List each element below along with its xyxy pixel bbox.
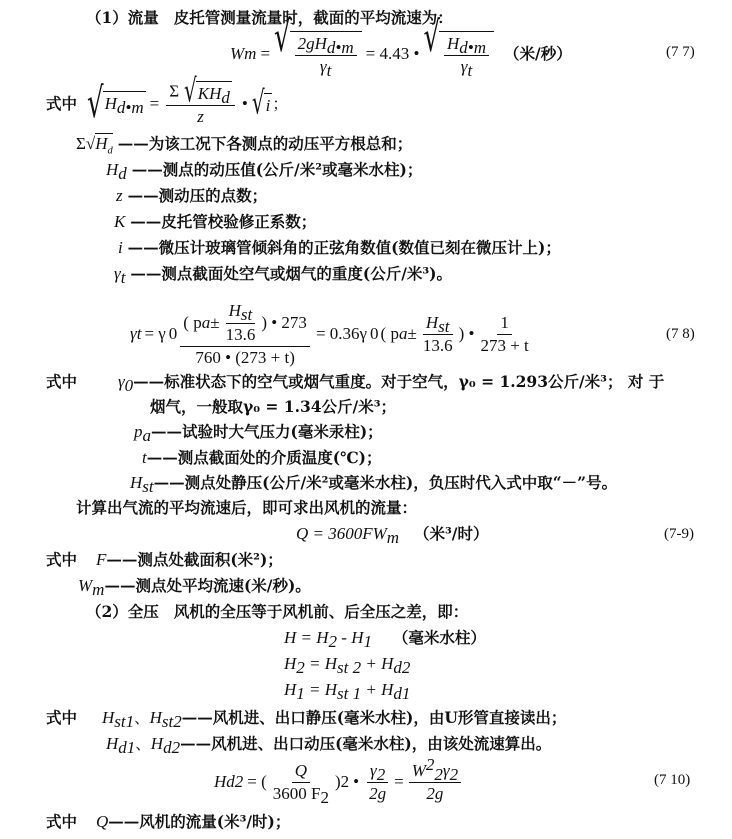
- eq710-w-sub: 2: [434, 764, 443, 784]
- where2-l1-text: ——标准状态下的空气或烟气重度。对于空气，γ₀ = 1.293公斤/米³； 对 于: [133, 372, 665, 391]
- where2-hst-sub: st: [142, 477, 154, 497]
- eq78-h2: H: [425, 312, 439, 332]
- eq710-den-sub: 2: [320, 787, 329, 807]
- where-4-line-2: [106, 734, 552, 758]
- eq710-q: Q: [292, 761, 310, 783]
- where2-pa: p: [134, 422, 143, 441]
- section-2-heading: [86, 602, 468, 622]
- eq79-q: Q = 3600FW: [296, 524, 387, 543]
- eqh-l1-s2: 1: [363, 632, 372, 652]
- eq710-number: (7 10): [654, 772, 691, 788]
- where2-gamma0-sub: 0: [124, 376, 134, 396]
- where-1-label: 式中: [46, 94, 78, 113]
- def-3-sym: K: [114, 212, 126, 231]
- eq710-wg: γ: [442, 760, 450, 780]
- def-z: [116, 186, 267, 206]
- eq77-num: 2gH: [297, 34, 327, 53]
- where4-hst1-sub: st1: [114, 712, 135, 732]
- where2-t: t: [142, 448, 147, 467]
- eq710-g2-sub: 2: [376, 764, 386, 784]
- def-2-sym: z: [116, 186, 123, 205]
- where1-sigma: Σ: [169, 81, 180, 101]
- eqh-l2-s2: st 2: [337, 658, 362, 678]
- eq77-num2: H: [447, 34, 460, 53]
- where-2-line-3: [134, 422, 383, 446]
- def-0-dash: ——: [117, 134, 149, 153]
- eq78-hst-sub: st: [240, 304, 253, 324]
- eq78-paren-close: ) •: [458, 324, 475, 343]
- where4-hst2-sub: st2: [161, 712, 182, 732]
- where2-l2-text: 烟气，一般取γ₀ = 1.34公斤/米³；: [150, 397, 397, 416]
- def-4-text: 微压计玻璃管倾斜角的正弦角数值(数值已刻在微压计上)；: [158, 238, 561, 257]
- where-5-label: 式中: [46, 812, 78, 831]
- eq77-den-sub: t: [326, 61, 332, 81]
- def-1-dash: ——: [131, 160, 163, 179]
- where3-f: F: [95, 550, 107, 569]
- where4-sep-1: 、: [134, 709, 150, 727]
- where-4-line-1: [46, 708, 567, 732]
- where2-l4-text: ——测点截面处的介质温度(℃)；: [146, 448, 382, 467]
- eq710-den: 3600 F: [272, 783, 321, 803]
- where-2-line-4: [142, 448, 381, 468]
- eq78-num-close: ) • 273: [261, 312, 307, 332]
- equation-7-10: H d2 = ( $\frac{Q}{3600 F_2}$ ) 2 • $\frac{\gamma_2}{2g}$ = $\frac{W^2_2\gamma_2}{2g}$: [214, 758, 464, 806]
- eq78-mid: = 0.36γ: [315, 324, 368, 343]
- where4-hst1: H: [101, 708, 115, 727]
- where-2-line-2: [150, 397, 396, 417]
- def-gamma-t: [114, 264, 452, 288]
- where-2-label: 式中: [46, 372, 78, 391]
- where-3-line-1: [46, 550, 283, 570]
- section-1-heading: [86, 8, 453, 28]
- eqh-l2-mid: = H: [304, 654, 338, 673]
- where-4-label: 式中: [46, 708, 78, 727]
- eq78-num-open: ( p: [183, 312, 202, 332]
- def-2-dash: ——: [127, 186, 159, 205]
- where4-hst2: H: [149, 708, 162, 727]
- eq710-lhs: H: [214, 772, 227, 791]
- eq77-den2: γ: [460, 57, 468, 76]
- def-4-sym: i: [118, 238, 123, 257]
- eq78-pm: ±: [210, 312, 220, 332]
- def-0-text: 为该工况下各测点的动压平方根总和；: [148, 134, 413, 153]
- eq78-paren-open: ( p: [380, 324, 399, 343]
- where-3-label: 式中: [46, 550, 78, 569]
- def-k: [114, 212, 316, 232]
- where1-z: z: [197, 107, 204, 126]
- where4-b-tail: ——风机进、出口动压(毫米水柱)，由该处流速算出。: [180, 734, 552, 753]
- eq710-eq2: =: [394, 772, 404, 791]
- where3-w-text: ——测点处平均流速(米/秒)。: [104, 576, 311, 595]
- where1-k: KH: [197, 84, 222, 103]
- eq78-den2: 273 + t: [480, 335, 529, 355]
- where3-w-sub: m: [92, 580, 105, 600]
- eqh-l1-unit: （毫米水柱）: [392, 628, 486, 647]
- eqh-l2-plus: + H: [361, 654, 394, 673]
- where1-radical: √ $H_{d•m}$: [87, 80, 144, 128]
- eq78-one: 1: [497, 313, 512, 335]
- eqh-l3-plus: + H: [361, 680, 394, 699]
- where-1: 式中 √ $H_{d•m}$ = Σ √ $KH_d$ z • √ i ；: [46, 70, 288, 128]
- eq710-g2: γ: [370, 760, 377, 780]
- eqh-l1-s1: 2: [328, 632, 338, 652]
- eq77-num2-sub: d•m: [459, 38, 487, 58]
- eq78-number: (7 8): [666, 326, 695, 342]
- eqh-l2-s3: d2: [393, 658, 411, 678]
- eqh-l1-mid: - H: [337, 628, 364, 647]
- eqh-l3-s: 1: [296, 684, 305, 704]
- eqh-l3: H: [284, 680, 297, 699]
- where2-l3-text: ——试验时大气压力(毫米汞柱)；: [151, 422, 383, 441]
- eq77-radical-2: √ $\frac{H_{d•m}}{\gamma_t}$: [423, 31, 494, 77]
- where2-l5-text: ——测点处静压(公斤/米²或毫米水柱)，负压时代入式中取“－”号。: [153, 473, 618, 492]
- eq79-unit: （米³/时）: [414, 524, 489, 543]
- equation-7-9: [296, 524, 489, 548]
- where1-eq: =: [149, 94, 160, 113]
- where4-hd2-sub: d2: [163, 738, 181, 758]
- where-5: [46, 812, 290, 832]
- where4-hd1: H: [106, 734, 119, 753]
- eq78-136b: 13.6: [422, 335, 453, 355]
- eq78-den: 760 • (273 + t): [195, 347, 295, 367]
- where-2-line-1: [46, 372, 665, 396]
- eq710-w-sup: 2: [425, 754, 435, 774]
- eq78-136: 13.6: [225, 324, 256, 344]
- section-2-label: （2）全压: [86, 602, 159, 621]
- where1-semi: ；: [272, 95, 288, 113]
- where4-sep-2: 、: [135, 735, 151, 753]
- section-2-text: 风机的全压等于风机前、后全压之差，即：: [173, 602, 469, 621]
- eq78-h2-sub: st: [438, 316, 450, 336]
- where4-hd1-sub: d1: [118, 738, 136, 758]
- calc-text: 计算出气流的平均流速后，即可求出风机的流量：: [76, 498, 418, 517]
- where5-text: ——风机的流量(米³/时)；: [108, 812, 291, 831]
- where1-k-sub: d: [221, 88, 230, 108]
- where2-hst: H: [130, 473, 143, 492]
- def-1-sub: d: [118, 164, 127, 184]
- def-i: [118, 238, 561, 258]
- def-3-text: 皮托管校验修正系数；: [161, 212, 317, 231]
- def-5-text: 测点截面处空气或烟气的重度(公斤/米³)。: [161, 264, 452, 283]
- where1-h: H: [104, 94, 117, 113]
- eq710-close: ): [335, 772, 341, 791]
- equation-7-8: γ t = γ 0 ( p a ± $\frac{H_{st}}{13.6}$ ) • 273 760 • (273 + t) = 0.36γ 0 ( p a ± $\frac{H_{st}}{13.6}$ ) • $\frac{1}{273 + t}$: [130, 304, 535, 364]
- def-4-dash: ——: [127, 238, 159, 257]
- where5-q: Q: [95, 812, 109, 831]
- where1-h-sub: d•m: [116, 98, 144, 118]
- eq77-den2-sub: t: [467, 61, 473, 81]
- where1-times: •: [241, 94, 248, 113]
- calc-line: [76, 498, 417, 518]
- eq-h-total: [284, 628, 486, 652]
- section-1-text: 皮托管测量流量时，截面的平均流速为：: [173, 8, 453, 27]
- eq77-lhs: W: [230, 44, 245, 63]
- eq77-num-sub: d•m: [326, 38, 354, 58]
- def-2-text: 测动压的点数；: [158, 186, 268, 205]
- where-2-line-5: [130, 473, 618, 497]
- where-3-line-2: [78, 576, 311, 600]
- eqh-l3-s3: d1: [393, 684, 411, 704]
- def-sum-root: $\Sigma√H_d$ ——为该工况下各测点的动压平方根总和；: [76, 134, 413, 157]
- where2-pa-sub: a: [142, 426, 151, 446]
- where2-gamma0: γ: [117, 372, 125, 391]
- eq78-pm2: ±: [407, 324, 417, 343]
- eqh-l2: H: [284, 654, 297, 673]
- eq77-number: (7 7): [666, 44, 695, 60]
- where1-i: i: [265, 95, 271, 115]
- eq77-radical-1: √ $\frac{2gH_{d•m}}{\gamma_t}$: [274, 31, 362, 77]
- def-1-text: 测点的动压值(公斤/米²或毫米水柱)；: [162, 160, 423, 179]
- eq710-2g: 2g: [369, 783, 387, 803]
- eqh-l1: H = H: [284, 628, 329, 647]
- eqh-l3-s2: st 1: [337, 684, 362, 704]
- eqh-l3-mid: = H: [304, 680, 338, 699]
- equation-7-7: W m = √ $\frac{2gH_{d•m}}{\gamma_t}$ = 4.43 • √ $\frac{H_{d•m}}{\gamma_t}$ （米/秒）: [230, 14, 572, 81]
- eq77-unit: （米/秒）: [504, 44, 572, 63]
- eq78-lhs: γ: [130, 324, 137, 343]
- eq710-w: W: [411, 760, 426, 780]
- eq-h1: [284, 680, 411, 704]
- where3-w: W: [78, 576, 93, 595]
- where4-hd2: H: [150, 734, 164, 753]
- def-hd: [106, 160, 423, 184]
- eqh-l2-s: 2: [296, 658, 305, 678]
- def-3-dash: ——: [130, 212, 162, 231]
- def-1-sym: H: [106, 160, 119, 179]
- eq79-number: (7-9): [664, 526, 694, 542]
- eq78-eq: = γ: [144, 324, 166, 343]
- where3-f-text: ——测点处截面积(米²)；: [106, 550, 283, 569]
- eq710-2g-b: 2g: [426, 783, 444, 803]
- def-5-sym: γ: [114, 264, 121, 283]
- section-1-label: （1）流量: [86, 8, 159, 27]
- eq710-wg-sub: 2: [449, 764, 459, 784]
- eq77-den: γ: [319, 57, 327, 76]
- where4-a-tail: ——风机进、出口静压(毫米水柱)，由U形管直接读出；: [181, 708, 567, 727]
- eq-h2: [284, 654, 411, 678]
- def-5-dash: ——: [130, 264, 162, 283]
- eq78-hst: H: [228, 300, 241, 320]
- eq77-coef: = 4.43 •: [365, 44, 420, 63]
- eq710-eq: = (: [247, 772, 267, 791]
- eq710-dot: •: [353, 772, 360, 791]
- eq79-sub: m: [386, 528, 400, 548]
- def-5-sub: t: [120, 268, 126, 288]
